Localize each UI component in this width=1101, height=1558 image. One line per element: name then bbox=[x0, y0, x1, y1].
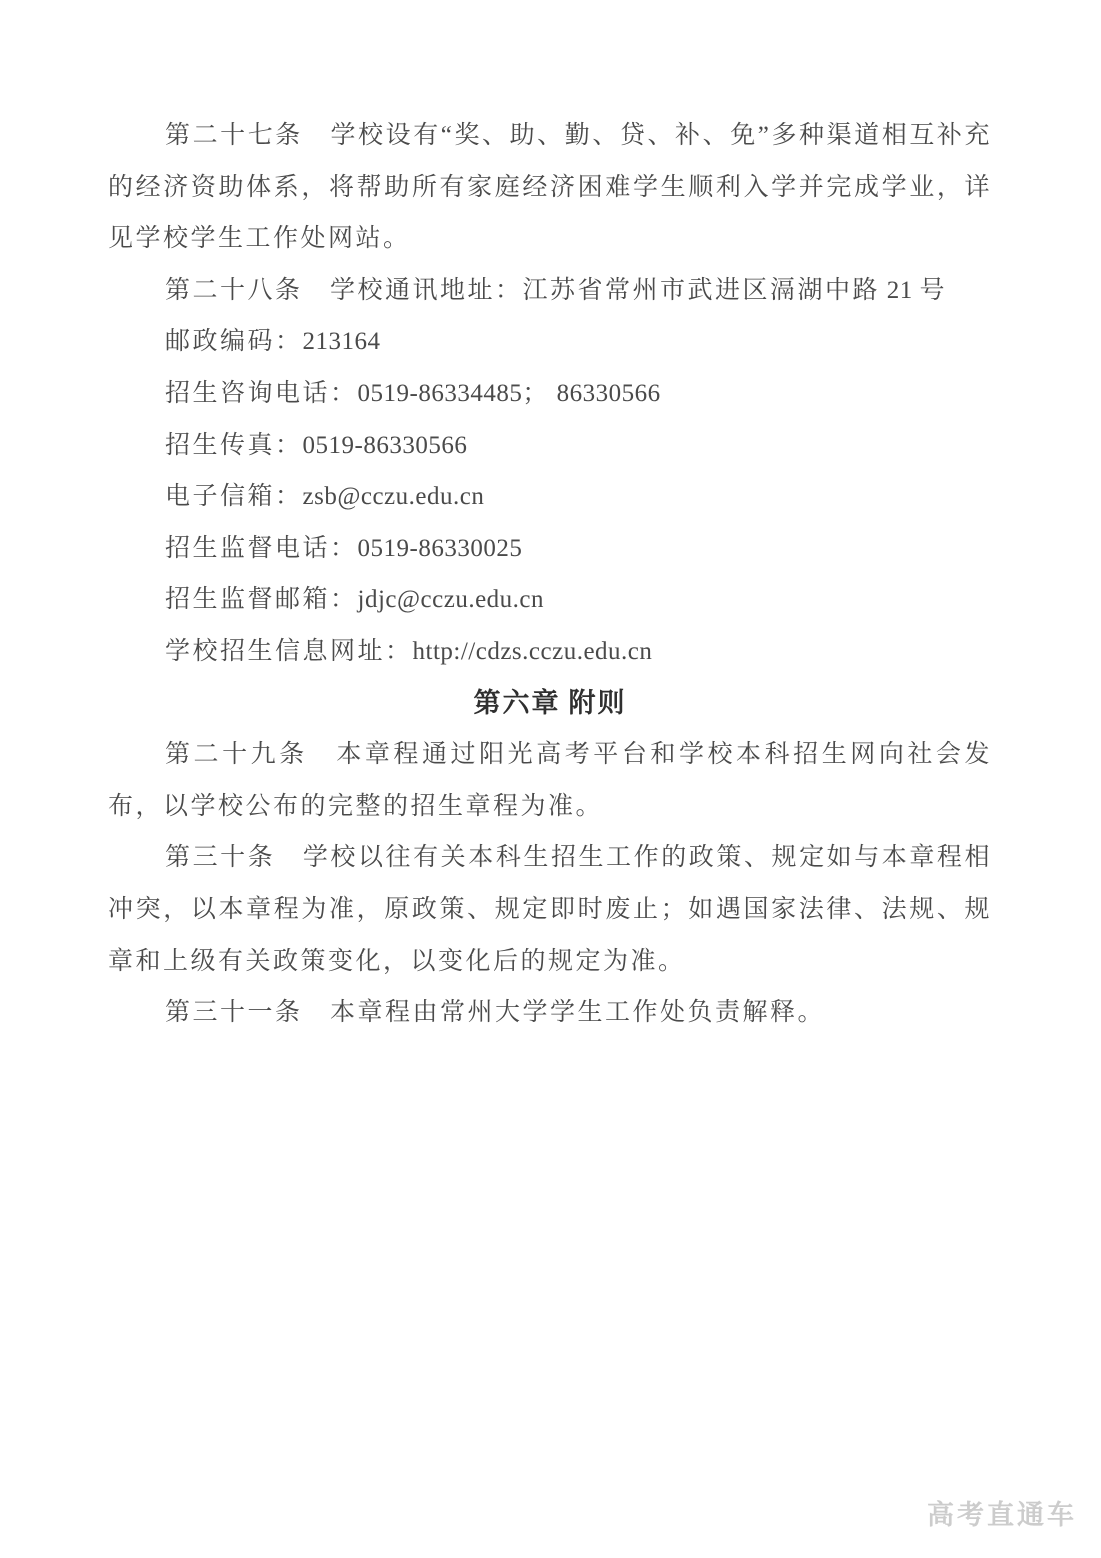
article-paragraph: 第三十一条 本章程由常州大学学生工作处负责解释。 bbox=[165, 999, 826, 1027]
latin-text: 21 bbox=[880, 276, 920, 304]
latin-text: 0519-86334485 bbox=[357, 379, 523, 407]
latin-text: 0519-86330025 bbox=[357, 534, 523, 562]
article-paragraph: 第二十八条 学校通讯地址：江苏省常州市武进区滆湖中路 21 号 bbox=[165, 276, 948, 304]
article-paragraph: 招生咨询电话：0519-86334485； 86330566 bbox=[165, 379, 661, 407]
document-content bbox=[108, 110, 992, 1039]
article-paragraph: 第二十九条 本章程通过阳光高考平台和学校本科招生网向社会发布，以学校公布的完整的招生章程为准。 bbox=[108, 741, 992, 820]
latin-text: 0519-86330566 bbox=[302, 431, 468, 459]
latin-text: zsb@cczu.edu.cn bbox=[302, 483, 485, 511]
article-paragraph: 招生监督电话：0519-86330025 bbox=[165, 534, 523, 562]
latin-text: jdjc@cczu.edu.cn bbox=[357, 586, 545, 614]
watermark: 高考直通车 bbox=[927, 1500, 1077, 1530]
latin-text: http://cdzs.cczu.edu.cn bbox=[412, 637, 653, 665]
latin-text bbox=[560, 688, 568, 718]
article-paragraph: 招生传真：0519-86330566 bbox=[165, 431, 468, 459]
article-paragraph: 第三十条 学校以往有关本科生招生工作的政策、规定如与本章程相冲突，以本章程为准，原政策、规定即时废止；如遇国家法律、法规、规章和上级有关政策变化，以变化后的规定为准。 bbox=[108, 844, 992, 975]
chapter-heading: 第六章 附则 bbox=[473, 687, 627, 718]
article-paragraph: 学校招生信息网址：http://cdzs.cczu.edu.cn bbox=[165, 637, 653, 665]
latin-text: 86330566 bbox=[549, 379, 661, 407]
article-paragraph: 第二十七条 学校设有“奖、助、勤、贷、补、免”多种渠道相互补充的经济资助体系，将帮助所有家庭经济困难学生顺利入学并完成学业，详见学校学生工作处网站。 bbox=[108, 122, 992, 253]
article-paragraph: 招生监督邮箱：jdjc@cczu.edu.cn bbox=[165, 586, 545, 614]
latin-text: 213164 bbox=[302, 328, 381, 356]
article-paragraph: 邮政编码：213164 bbox=[165, 328, 381, 356]
article-paragraph: 电子信箱：zsb@cczu.edu.cn bbox=[165, 483, 485, 511]
